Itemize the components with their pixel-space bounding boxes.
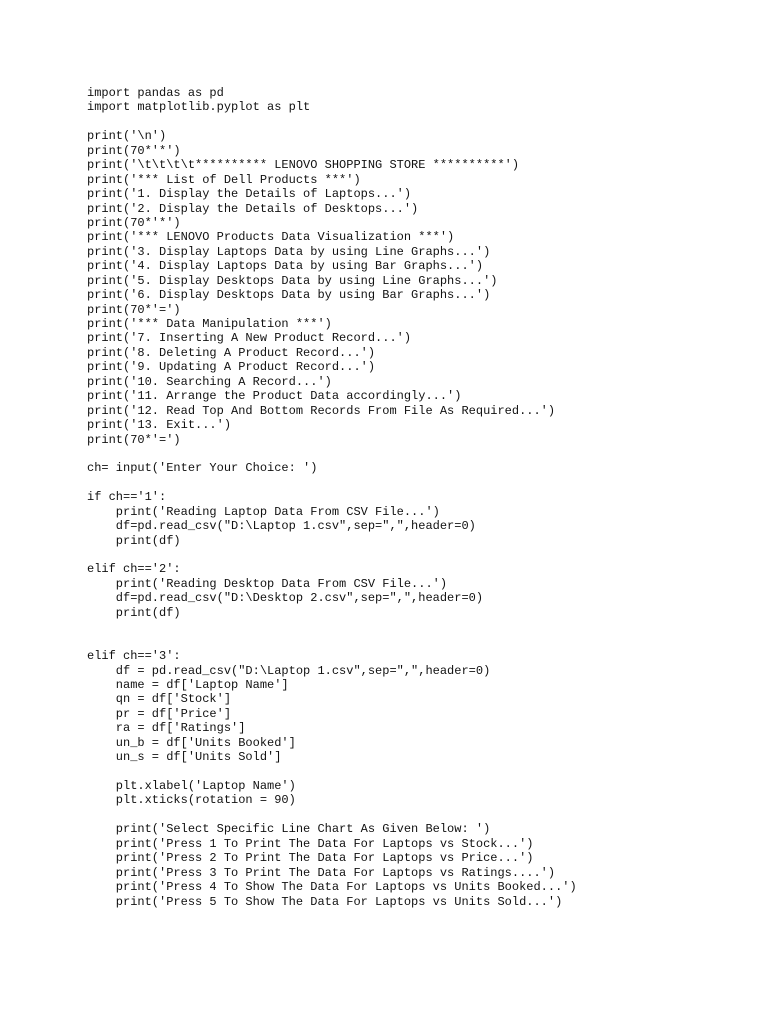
- code-line: elif ch=='3':: [87, 649, 181, 664]
- code-line: un_s = df['Units Sold']: [87, 750, 282, 765]
- code-line: name = df['Laptop Name']: [87, 677, 289, 692]
- code-line: print('\n'): [87, 129, 167, 144]
- code-line: plt.xlabel('Laptop Name'): [87, 779, 296, 793]
- code-line: qn = df['Stock']: [87, 692, 232, 707]
- code-line: import pandas as pd: [87, 86, 224, 100]
- code-line: print('*** List of Dell Products ***'): [87, 172, 361, 187]
- code-line: print('13. Exit...'): [87, 418, 232, 433]
- code-line: print('6. Display Desktops Data by using Bar Graphs...'): [87, 288, 491, 303]
- code-line: df = pd.read_csv("D:\Laptop 1.csv",sep=",",header=0): [87, 663, 491, 678]
- code-line: print(70*'*'): [87, 143, 181, 158]
- code-line: un_b = df['Units Booked']: [87, 735, 296, 750]
- code-listing: [87, 86, 577, 909]
- code-line: ra = df['Ratings']: [87, 721, 246, 736]
- code-line: [87, 808, 577, 822]
- code-line: print('1. Display the Details of Laptops...'): [87, 187, 412, 202]
- code-line: print(df): [87, 605, 181, 620]
- code-line: print('Press 2 To Print The Data For Laptops vs Price...'): [87, 851, 534, 866]
- code-line: print('7. Inserting A New Product Record...'): [87, 331, 412, 346]
- code-line: print(70*'*'): [87, 215, 181, 230]
- code-line: print('*** LENOVO Products Data Visualization ***'): [87, 230, 455, 245]
- code-line: [87, 548, 577, 562]
- code-line: print(70*'='): [87, 432, 181, 447]
- code-line: print('10. Searching A Record...'): [87, 374, 332, 389]
- code-line: ch= input('Enter Your Choice: '): [87, 461, 318, 476]
- code-line: print('Press 1 To Print The Data For Laptops vs Stock...'): [87, 836, 534, 851]
- code-line: [87, 115, 577, 129]
- code-line: plt.xticks(rotation = 90): [87, 793, 296, 808]
- code-line: print('Select Specific Line Chart As Given Below: '): [87, 822, 491, 837]
- code-line: print('Reading Laptop Data From CSV File...'): [87, 504, 440, 519]
- code-line: print('\t\t\t\t********** LENOVO SHOPPING STORE **********'): [87, 158, 520, 173]
- code-line: print('11. Arrange the Product Data accordingly...'): [87, 389, 462, 404]
- code-line: [87, 447, 577, 461]
- code-line: print('3. Display Laptops Data by using Line Graphs...'): [87, 244, 491, 259]
- code-line: df=pd.read_csv("D:\Desktop 2.csv",sep=",",header=0): [87, 591, 484, 606]
- code-line: print('Press 5 To Show The Data For Laptops vs Units Sold...'): [87, 894, 563, 909]
- code-line: print(df): [87, 533, 181, 548]
- code-line: import matplotlib.pyplot as plt: [87, 100, 311, 115]
- code-line: elif ch=='2':: [87, 562, 181, 577]
- code-line: print('2. Display the Details of Desktops...'): [87, 201, 419, 216]
- code-line: print('Press 4 To Show The Data For Laptops vs Units Booked...'): [87, 880, 577, 895]
- code-line: print('4. Display Laptops Data by using Bar Graphs...'): [87, 259, 484, 274]
- code-line: print(70*'='): [87, 302, 181, 317]
- code-line: print('Press 3 To Print The Data For Laptops vs Ratings....'): [87, 865, 556, 880]
- code-line: [87, 620, 577, 634]
- code-line: [87, 476, 577, 490]
- code-line: df=pd.read_csv("D:\Laptop 1.csv",sep=",",header=0): [87, 519, 476, 534]
- code-line: print('*** Data Manipulation ***'): [87, 317, 332, 331]
- code-line: [87, 635, 577, 649]
- code-line: print('Reading Desktop Data From CSV File...'): [87, 576, 448, 591]
- code-line: print('9. Updating A Product Record...'): [87, 360, 376, 375]
- code-line: print('5. Display Desktops Data by using Line Graphs...'): [87, 273, 498, 288]
- code-line: pr = df['Price']: [87, 706, 232, 721]
- code-line: print('8. Deleting A Product Record...'): [87, 345, 376, 360]
- code-line: [87, 765, 577, 779]
- code-line: if ch=='1':: [87, 490, 167, 505]
- code-line: print('12. Read Top And Bottom Records From File As Required...'): [87, 403, 556, 418]
